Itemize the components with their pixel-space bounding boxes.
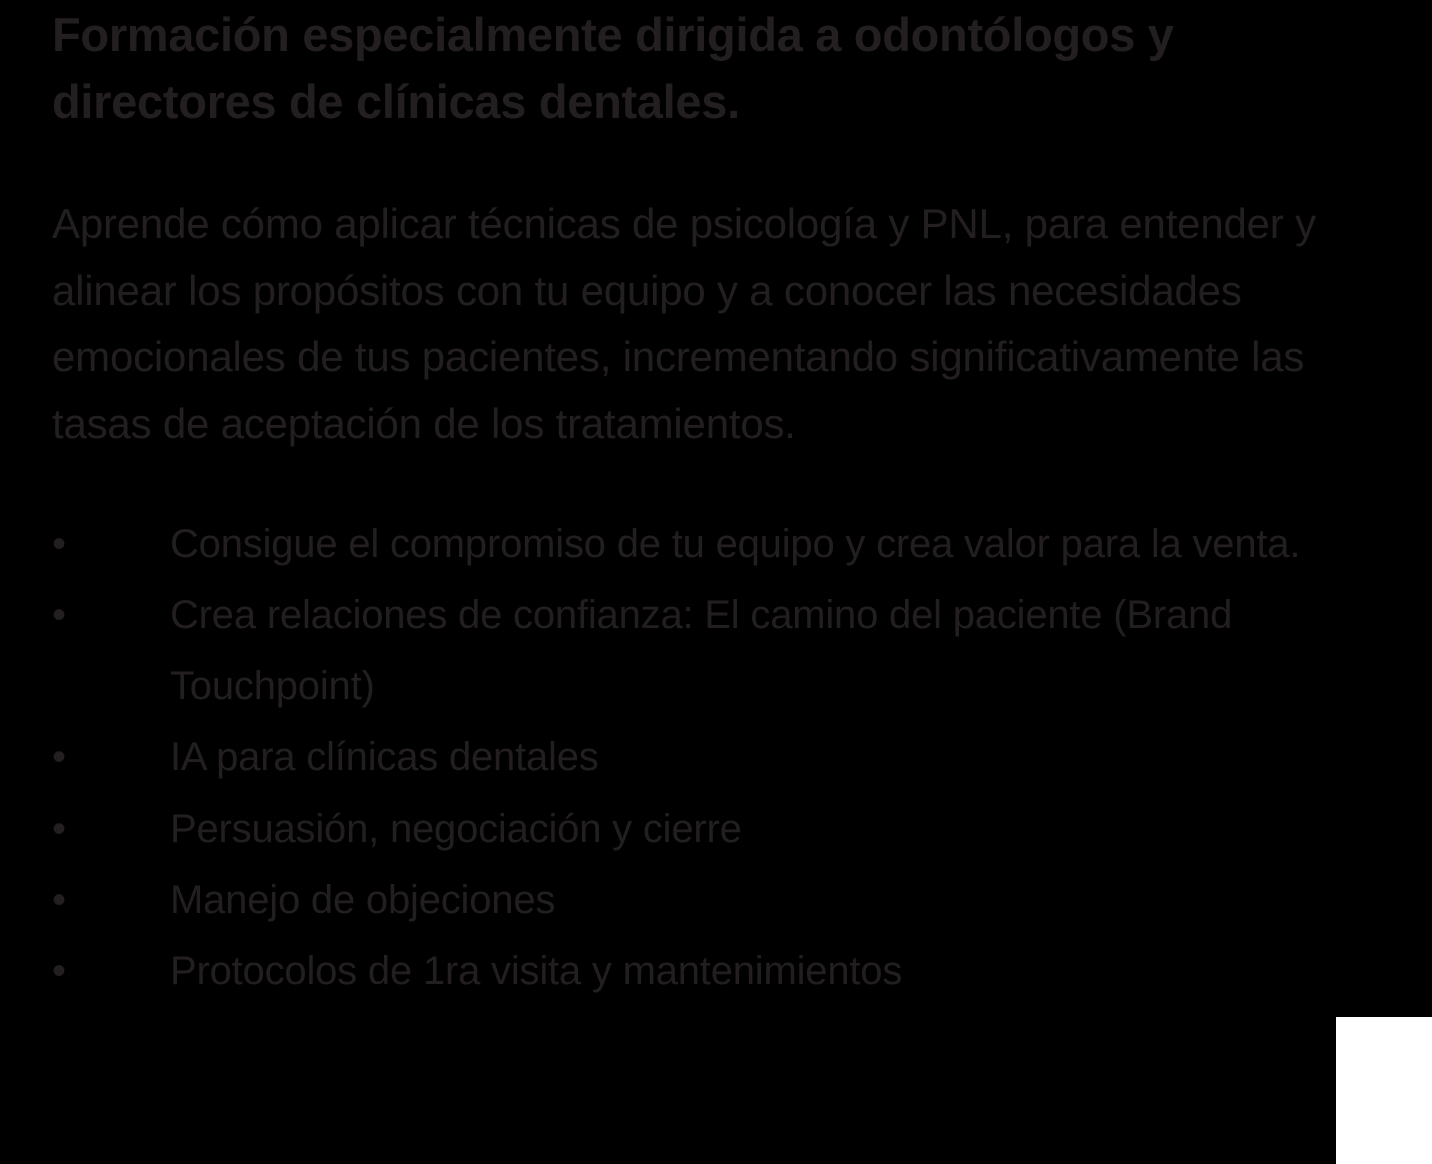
list-item-label: Persuasión, negociación y cierre xyxy=(170,806,742,851)
list-item xyxy=(52,509,1396,580)
bullet-marker-icon: • xyxy=(52,521,66,566)
bullet-marker-icon: • xyxy=(52,949,66,994)
list-item xyxy=(52,580,1396,722)
list-item xyxy=(52,865,1396,936)
list-item-label: Consigue el compromiso de tu equipo y crea valor para la venta. xyxy=(170,521,1301,566)
list-item xyxy=(52,936,1396,1007)
list-item-label: Manejo de objeciones xyxy=(170,877,556,922)
list-item xyxy=(52,722,1396,793)
bullet-marker-icon: • xyxy=(52,593,66,638)
bullet-marker-icon: • xyxy=(52,735,66,780)
bullet-marker-icon: • xyxy=(52,877,66,922)
list-item xyxy=(52,794,1396,865)
feature-list xyxy=(52,457,1396,1007)
list-item-label: IA para clínicas dentales xyxy=(170,735,599,780)
bullet-marker-icon: • xyxy=(52,806,66,851)
page-title: Formación especialmente dirigida a odontólogos y directores de clínicas dentales. xyxy=(52,8,1174,128)
list-item-label: Crea relaciones de confianza: El camino del paciente (Brand Touchpoint) xyxy=(170,593,1233,709)
intro-paragraph: Aprende cómo aplicar técnicas de psicología y PNL, para entender y alinear los propósitos con tu equipo y a conocer las necesidades emocionales de tus pacientes, incrementando significativamente las tasas de aceptación de los tratamientos. xyxy=(52,200,1316,447)
corner-accent-block xyxy=(1336,1017,1432,1164)
list-item-label: Protocolos de 1ra visita y mantenimientos xyxy=(170,949,903,994)
